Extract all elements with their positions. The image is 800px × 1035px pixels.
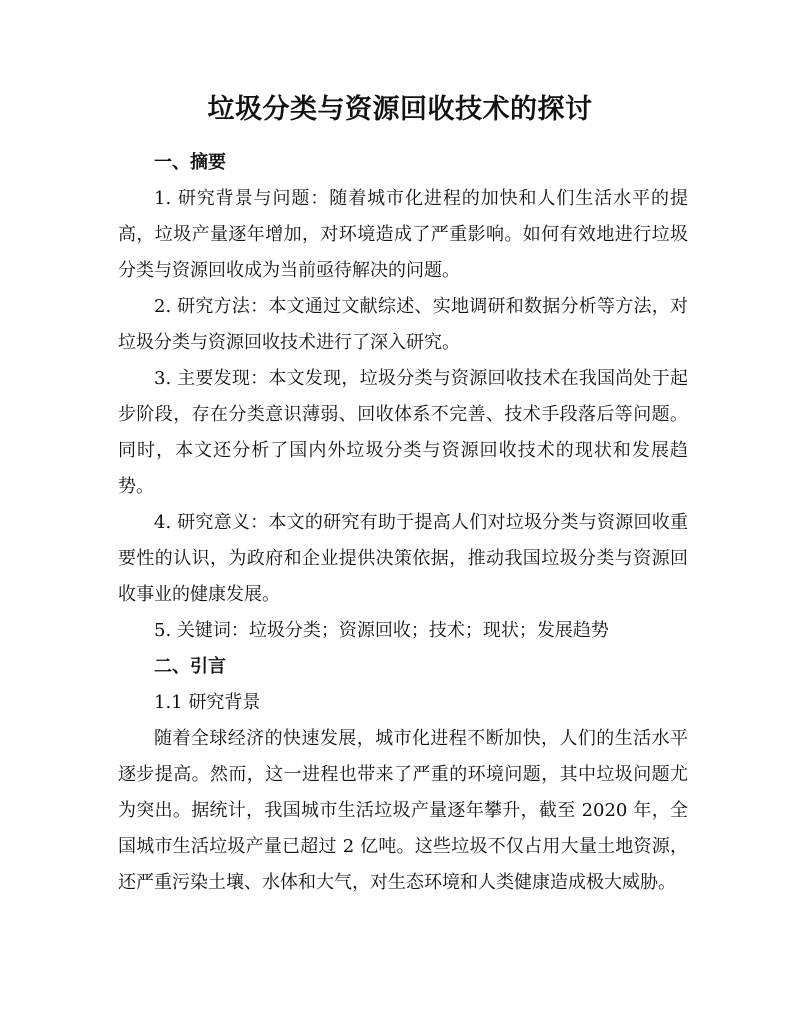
abstract-item-background: 1. 研究背景与问题：随着城市化进程的加快和人们生活水平的提高，垃圾产量逐年增加，对环境造成了严重影响。如何有效地进行垃圾分类与资源回收成为当前亟待解决的问题。 [118, 188, 688, 281]
section-heading-introduction: 二、引言 [154, 656, 226, 677]
document-title: 垃圾分类与资源回收技术的探讨 [207, 94, 593, 125]
subsection-heading-background: 1.1 研究背景 [154, 692, 261, 713]
intro-paragraph: 随着全球经济的快速发展，城市化进程不断加快，人们的生活水平逐步提高。然而，这一进程也带来了严重的环境问题，其中垃圾问题尤为突出。据统计，我国城市生活垃圾产量逐年攀升，截至 2020 年，全国城市生活垃圾产量已超过 2 亿吨。这些垃圾不仅占用大量土地资源，还严重污染土壤、水体和大气，对生态环境和人类健康造成极大威胁。 [118, 728, 688, 893]
abstract-item-methods: 2. 研究方法：本文通过文献综述、实地调研和数据分析等方法，对垃圾分类与资源回收技术进行了深入研究。 [118, 296, 688, 353]
abstract-item-keywords: 5. 关键词：垃圾分类；资源回收；技术；现状；发展趋势 [154, 620, 609, 641]
abstract-item-significance: 4. 研究意义：本文的研究有助于提高人们对垃圾分类与资源回收重要性的认识，为政府和企业提供决策依据，推动我国垃圾分类与资源回收事业的健康发展。 [118, 512, 688, 605]
section-heading-abstract: 一、摘要 [154, 152, 226, 173]
document-body [118, 145, 688, 901]
abstract-item-findings: 3. 主要发现：本文发现，垃圾分类与资源回收技术在我国尚处于起步阶段，存在分类意识薄弱、回收体系不完善、技术手段落后等问题。同时，本文还分析了国内外垃圾分类与资源回收技术的现状和发展趋势。 [118, 368, 688, 497]
